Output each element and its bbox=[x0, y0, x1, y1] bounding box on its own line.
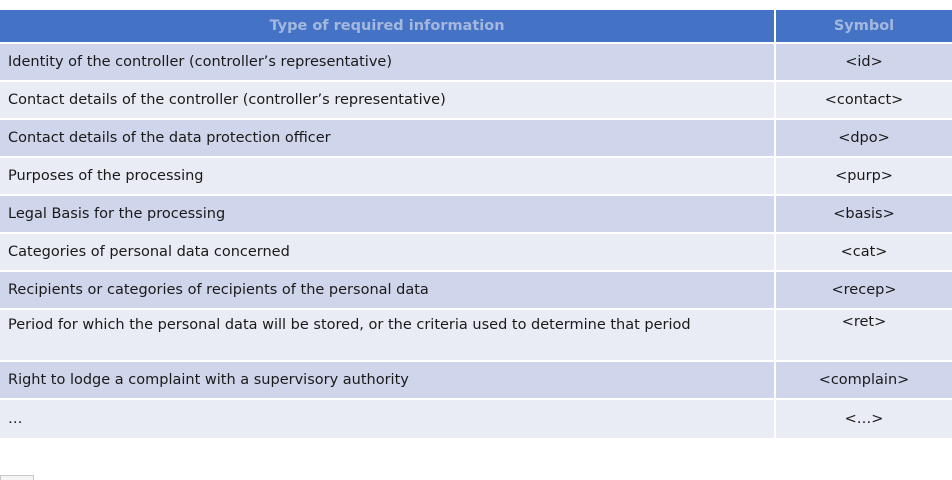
row-info-cell: Identity of the controller (controller’s representative) bbox=[0, 44, 776, 80]
row-info-cell: Contact details of the controller (controller’s representative) bbox=[0, 82, 776, 118]
header-type-of-required-information: Type of required information bbox=[0, 10, 776, 42]
row-info-cell: Right to lodge a complaint with a supervisory authority bbox=[0, 362, 776, 398]
row-symbol-cell: <basis> bbox=[833, 206, 895, 222]
row-symbol-cell: <recep> bbox=[831, 282, 897, 298]
scroll-stub bbox=[0, 475, 34, 480]
table-row bbox=[0, 362, 952, 400]
row-info-cell: Legal Basis for the processing bbox=[0, 196, 776, 232]
table-row bbox=[0, 310, 952, 362]
required-information-table bbox=[0, 10, 952, 438]
table-row bbox=[0, 234, 952, 272]
row-symbol-cell: <complain> bbox=[818, 372, 910, 388]
table-row bbox=[0, 272, 952, 310]
row-symbol-cell: <ret> bbox=[841, 314, 887, 330]
header-symbol: Symbol bbox=[833, 18, 895, 34]
table-row bbox=[0, 158, 952, 196]
table-row bbox=[0, 196, 952, 234]
row-symbol-cell: <dpo> bbox=[838, 130, 890, 146]
table-row bbox=[0, 400, 952, 438]
table-header-row bbox=[0, 10, 952, 44]
row-symbol-cell: <…> bbox=[844, 411, 884, 427]
row-info-cell: Categories of personal data concerned bbox=[0, 234, 776, 270]
row-symbol-cell: <cat> bbox=[840, 244, 888, 260]
table-row bbox=[0, 82, 952, 120]
row-info-cell: Period for which the personal data will be stored, or the criteria used to determine that period bbox=[0, 310, 776, 360]
row-symbol-cell: <contact> bbox=[824, 92, 904, 108]
table-row bbox=[0, 120, 952, 158]
table-row bbox=[0, 44, 952, 82]
row-info-cell: Purposes of the processing bbox=[0, 158, 776, 194]
row-symbol-cell: <purp> bbox=[835, 168, 893, 184]
row-info-cell: … bbox=[0, 400, 776, 438]
row-info-cell: Contact details of the data protection officer bbox=[0, 120, 776, 156]
row-info-cell: Recipients or categories of recipients of the personal data bbox=[0, 272, 776, 308]
row-symbol-cell: <id> bbox=[845, 54, 883, 70]
